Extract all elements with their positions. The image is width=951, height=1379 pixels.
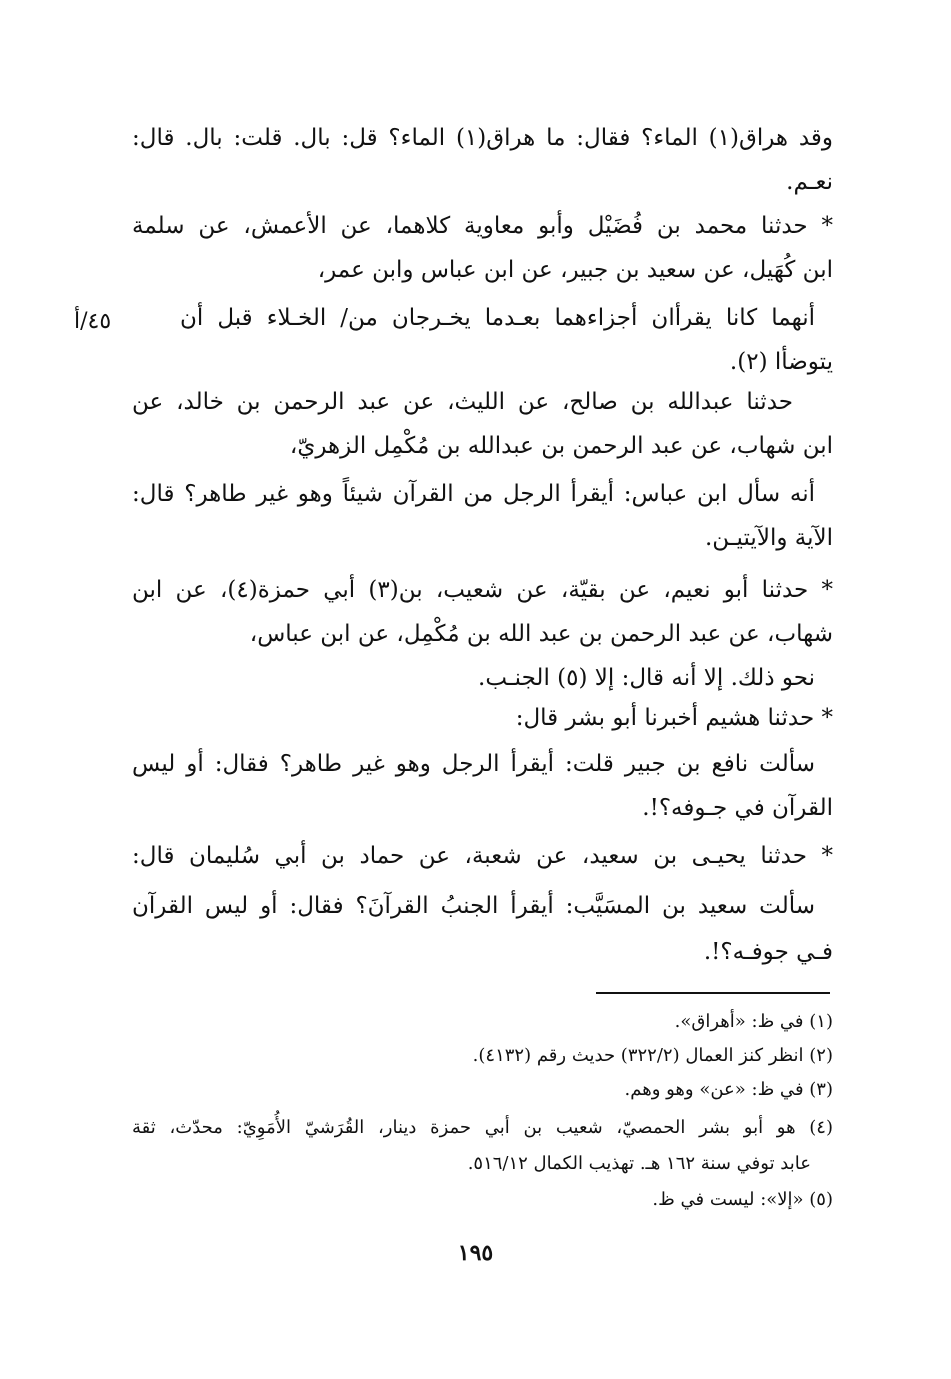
text-line: سألت نافع بن جبير قلت: أيقرأ الرجل وهو غير طاهر؟ فقال: أو ليس	[132, 751, 815, 777]
text-line: وقد هراق(١) الماء؟ فقال: ما هراق(١) الماء؟ قل: بال. قلت: بال. قال:	[132, 125, 834, 151]
footnote: (١) في ظ: «أهراق».	[674, 1011, 833, 1032]
hadith-line: * حدثنا أبو نعيم، عن بقيّة، عن شعيب، بن(٣) أبي حمزة(٤)، عن ابن	[132, 577, 833, 603]
text-line: فـي جوفـه؟!.	[703, 939, 833, 965]
hadith-line: ابن شهاب، عن عبد الرحمن بن عبدالله بن مُكْمِل الزهريّ،	[289, 433, 833, 459]
footnote-separator	[596, 992, 830, 994]
text-line: سألت سعيد بن المسَيَّب: أيقرأ الجنبُ القرآنَ؟ فقال: أو ليس القرآن	[132, 893, 815, 919]
hadith-line: ابن كُهَيل، عن سعيد بن جبير، عن ابن عباس وابن عمر،	[317, 257, 833, 283]
text-line: يتوضأا (٢).	[729, 349, 833, 375]
footnote: (٣) في ظ: «عن» وهو وهم.	[624, 1079, 833, 1100]
text-line: أنهما كانا يقرأان أجزاءهما بعـدما يخـرجان من/ الخـلاء قبل أن	[180, 305, 815, 331]
text-line: نحو ذلك. إلا أنه قال: إلا (٥) الجنـب.	[478, 665, 815, 691]
text-line: الآية والآيتيـن.	[704, 525, 833, 551]
footnote: (٥) «إلا»: ليست في ظ.	[652, 1189, 833, 1210]
footnote: (٢) انظر كنز العمال (٣٢٢/٢) حديث رقم (٤١٣٢).	[472, 1045, 833, 1066]
hadith-line: شهاب، عن عبد الرحمن بن عبد الله بن مُكْمِل، عن ابن عباس،	[249, 621, 833, 647]
page-number: ١٩٥	[457, 1240, 494, 1266]
hadith-line: * حدثنا يحيـى بن سعيد، عن شعبة، عن حماد بن أبي سُليمان قال:	[132, 843, 833, 869]
footnote-continuation: عابد توفي سنة ١٦٢ هـ. تهذيب الكمال ٥١٦/١٢.	[467, 1153, 811, 1174]
hadith-line: حدثنا عبدالله بن صالح، عن الليث، عن عبد الرحمن بن خالد، عن	[132, 389, 793, 415]
hadith-line: * حدثنا هشيم أخبرنا أبو بشر قال:	[515, 705, 833, 731]
hadith-line: * حدثنا محمد بن فُضَيْل وأبو معاوية كلاهما، عن الأعمش، عن سلمة	[132, 213, 833, 239]
text-line: القرآن في جـوفه؟!.	[642, 795, 833, 821]
text-line: أنه سأل ابن عباس: أيقرأ الرجل من القرآن شيئاً وهو غير طاهر؟ قال:	[132, 481, 815, 507]
text-line: نعـم.	[786, 169, 833, 195]
manuscript-folio-ref: ٤٥/أ	[74, 309, 112, 334]
footnote: (٤) هو أبو بشر الحمصيّ، شعيب بن أبي حمزة دينار، القُرَشيّ الأُمَوِيّ: محدّث، ثقة	[132, 1117, 833, 1138]
